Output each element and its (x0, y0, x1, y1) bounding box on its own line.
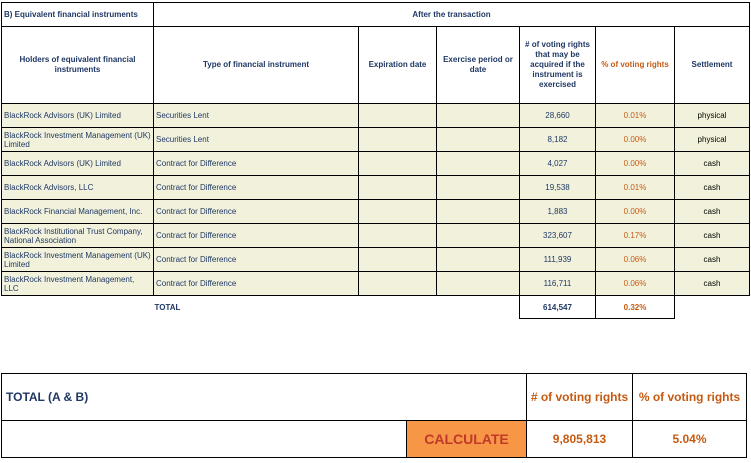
voting-rights-pct-cell: 0.01% (596, 104, 675, 128)
expiration-date-cell (359, 200, 437, 224)
voting-rights-pct-cell: 0.06% (596, 248, 675, 272)
voting-rights-cell: 323,607 (520, 224, 596, 248)
voting-rights-pct-cell: 0.17% (596, 224, 675, 248)
expiration-date-cell (359, 128, 437, 152)
exercise-period-cell (437, 224, 520, 248)
voting-rights-pct-cell: 0.06% (596, 272, 675, 296)
voting-rights-pct-cell: 0.01% (596, 176, 675, 200)
expiration-date-cell (359, 152, 437, 176)
expiration-date-cell (359, 272, 437, 296)
expiration-date-cell (359, 248, 437, 272)
holder-cell: BlackRock Financial Management, Inc. (2, 200, 154, 224)
grand-total-table (1, 373, 747, 458)
instrument-type-cell: Securities Lent (154, 128, 359, 152)
table-row (2, 272, 750, 296)
holder-cell: BlackRock Investment Management (UK) Limited (2, 248, 154, 272)
instrument-type-header: Type of financial instrument (154, 27, 359, 104)
settlement-cell: cash (675, 248, 750, 272)
voting-rights-pct-cell: 0.00% (596, 128, 675, 152)
exercise-period-header: Exercise period or date (437, 27, 520, 104)
voting-rights-pct-header: % of voting rights (596, 27, 675, 104)
table-row (2, 176, 750, 200)
calculate-button[interactable]: CALCULATE (407, 421, 527, 458)
settlement-cell: cash (675, 224, 750, 248)
settlement-cell: cash (675, 152, 750, 176)
exercise-period-cell (437, 176, 520, 200)
voting-rights-pct-cell: 0.00% (596, 152, 675, 176)
instrument-type-cell: Securities Lent (154, 104, 359, 128)
section-title: B) Equivalent financial instruments (2, 3, 154, 27)
voting-rights-header: # of voting rights that may be acquired if the instrument is exercised (520, 27, 596, 104)
table-row (2, 200, 750, 224)
settlement-header: Settlement (675, 27, 750, 104)
total-voting-rights-pct: 0.32% (596, 296, 675, 319)
total-spacer (2, 296, 154, 319)
instrument-type-cell: Contract for Difference (154, 176, 359, 200)
grand-voting-rights-header: # of voting rights (527, 374, 633, 421)
holder-cell: BlackRock Institutional Trust Company, National Association (2, 224, 154, 248)
holders-header: Holders of equivalent financial instruments (2, 27, 154, 104)
table-row (2, 128, 750, 152)
settlement-cell: cash (675, 200, 750, 224)
instrument-type-cell: Contract for Difference (154, 152, 359, 176)
total-label: TOTAL (154, 296, 359, 319)
holder-cell: BlackRock Advisors (UK) Limited (2, 104, 154, 128)
voting-rights-cell: 19,538 (520, 176, 596, 200)
expiration-date-cell (359, 104, 437, 128)
expiration-date-cell (359, 176, 437, 200)
grand-voting-rights: 9,805,813 (527, 421, 633, 458)
holder-cell: BlackRock Investment Management (UK) Limited (2, 128, 154, 152)
exercise-period-cell (437, 248, 520, 272)
after-transaction-header: After the transaction (154, 3, 750, 27)
instrument-type-cell: Contract for Difference (154, 200, 359, 224)
voting-rights-cell: 116,711 (520, 272, 596, 296)
voting-rights-pct-cell: 0.00% (596, 200, 675, 224)
exercise-period-cell (437, 272, 520, 296)
voting-rights-cell: 28,660 (520, 104, 596, 128)
holder-cell: BlackRock Advisors (UK) Limited (2, 152, 154, 176)
voting-rights-cell: 111,939 (520, 248, 596, 272)
table-row (2, 224, 750, 248)
settlement-cell: physical (675, 128, 750, 152)
table-row (2, 152, 750, 176)
holder-cell: BlackRock Advisors, LLC (2, 176, 154, 200)
grand-voting-rights-pct: 5.04% (633, 421, 747, 458)
expiration-date-header: Expiration date (359, 27, 437, 104)
settlement-cell: cash (675, 176, 750, 200)
instrument-type-cell: Contract for Difference (154, 224, 359, 248)
table-row (2, 248, 750, 272)
expiration-date-cell (359, 224, 437, 248)
settlement-cell: cash (675, 272, 750, 296)
equivalent-instruments-table (1, 2, 750, 319)
exercise-period-cell (437, 128, 520, 152)
instrument-type-cell: Contract for Difference (154, 248, 359, 272)
grand-voting-rights-pct-header: % of voting rights (633, 374, 747, 421)
holder-cell: BlackRock Investment Management, LLC (2, 272, 154, 296)
instrument-type-cell: Contract for Difference (154, 272, 359, 296)
total-voting-rights: 614,547 (520, 296, 596, 319)
settlement-cell: physical (675, 104, 750, 128)
voting-rights-cell: 8,182 (520, 128, 596, 152)
table-row (2, 104, 750, 128)
grand-total-label: TOTAL (A & B) (2, 374, 527, 421)
exercise-period-cell (437, 152, 520, 176)
exercise-period-cell (437, 200, 520, 224)
voting-rights-cell: 4,027 (520, 152, 596, 176)
exercise-period-cell (437, 104, 520, 128)
voting-rights-cell: 1,883 (520, 200, 596, 224)
grand-total-blank (2, 421, 407, 458)
